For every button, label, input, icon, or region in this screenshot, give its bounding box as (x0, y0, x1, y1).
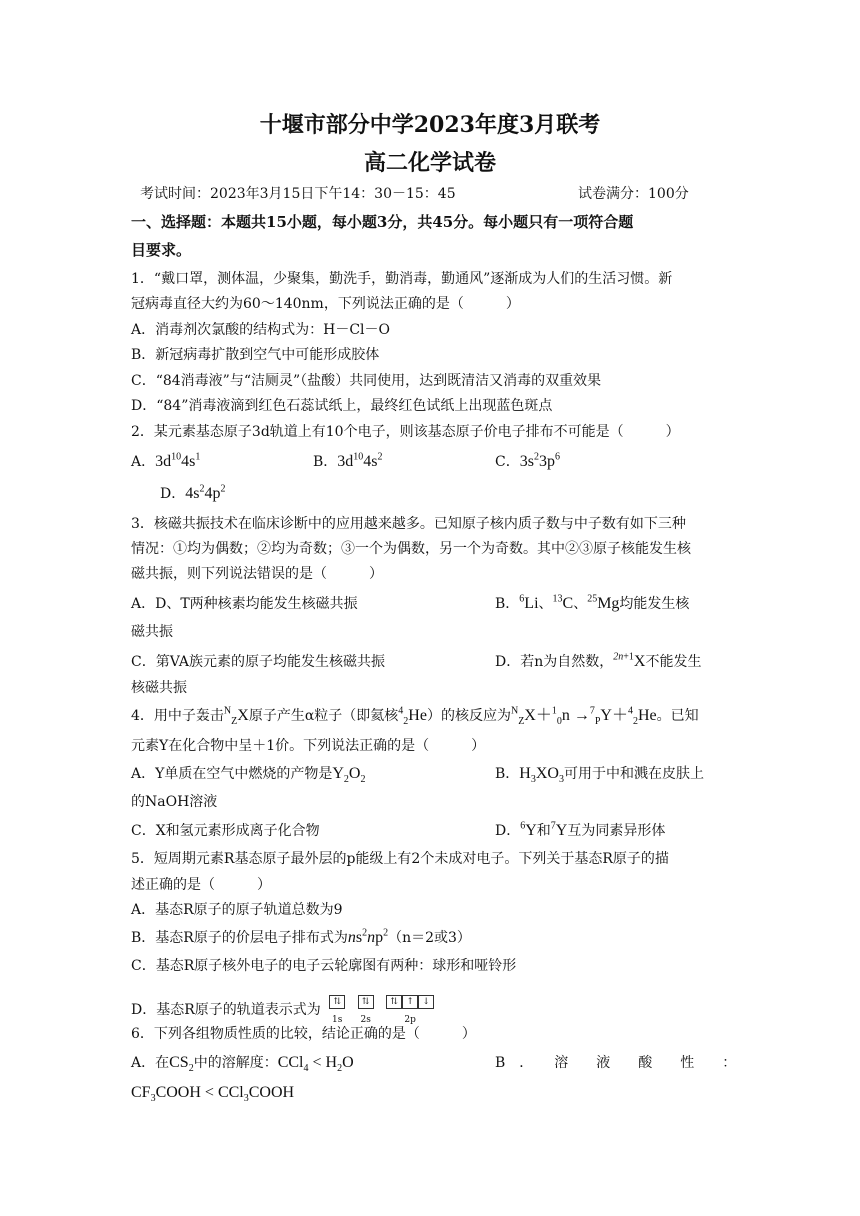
section-heading: 一、选择题：本题共15小题，每小题3分，共45分。每小题只有一项符合题 (131, 213, 634, 231)
q1-stem: 1．“戴口罩，测体温，少聚集，勤洗手，勤消毒，勤通风”逐渐成为人们的生活习惯。新 (131, 271, 673, 287)
q4-option-b-wrap: 的NaOH溶液 (131, 794, 218, 810)
exam-title: 十堰市部分中学2023年度3月联考 (259, 112, 601, 138)
q4-option-b: B．$H_3XO_3$可用于中和溅在皮肤上 (495, 765, 704, 786)
q4-option-a: A．Y单质在空气中燃烧的产物是$Y_2O_2$ (131, 765, 366, 786)
q2-stem: 2．某元素基态原子3d轨道上有10个电子，则该基态原子价电子排布不可能是（ ） (131, 424, 680, 440)
q6-option-a: A．在$CS_2$中的溶解度：$CCl_4 < H_2O$ (131, 1054, 354, 1075)
q6-option-b: B ． 溶 液 酸 性 ： (495, 1055, 737, 1071)
q5-stem-cont: 述正确的是（ ） (131, 877, 271, 893)
q6-stem: 6．下列各组物质性质的比较，结论正确的是（ ） (131, 1026, 476, 1042)
q3-option-d-wrap: 核磁共振 (131, 680, 187, 696)
exam-time: 考试时间：2023年3月15日下午14：30－15：45 (140, 186, 456, 202)
q3-option-b-wrap: 磁共振 (131, 624, 173, 640)
q3-option-c: C．第VA族元素的原子均能发生核磁共振 (131, 654, 385, 670)
full-score: 试卷满分：100分 (578, 186, 689, 202)
exam-subtitle: 高二化学试卷 (363, 150, 496, 176)
q4-stem-cont: 元素Y在化合物中呈＋1价。下列说法正确的是（ ） (131, 738, 486, 754)
q4-option-c: C．X和氢元素形成离子化合物 (131, 823, 320, 839)
q1-option-b: B．新冠病毒扩散到空气中可能形成胶体 (131, 347, 380, 363)
q2-option-c: C．$3s^23p^6$ (495, 451, 560, 470)
q3-stem-cont: 情况：①均为偶数；②均为奇数；③一个为偶数，另一个为奇数。其中②③原子核能发生核 (131, 541, 691, 557)
q3-stem-cont2: 磁共振，则下列说法错误的是（ ） (131, 566, 383, 582)
orbital-diagram: ⇅ 1s ⇅ 2s ⇅ ↑ ↓ 2p (329, 990, 442, 1030)
q1-option-a: A．消毒剂次氯酸的结构式为：H－Cl－O (131, 322, 390, 338)
section-heading-cont: 目要求。 (131, 241, 192, 259)
q6-option-b-formula: $CF_3COOH$ < CCl$_3$COOH (131, 1084, 295, 1105)
q1-option-d: D．“84”消毒液滴到红色石蕊试纸上，最终红色试纸上出现蓝色斑点 (131, 398, 553, 414)
q1-option-c: C．“84消毒液”与“洁厕灵”（盐酸）共同使用，达到既清洁又消毒的双重效果 (131, 373, 602, 389)
q1-stem-cont: 冠病毒直径大约为60～140nm，下列说法正确的是（ ） (131, 296, 520, 312)
q3-option-a: A．D、T两种核素均能发生核磁共振 (131, 596, 358, 612)
q5-stem: 5．短周期元素R基态原子最外层的p能级上有2个未成对电子。下列关于基态R原子的描 (131, 851, 669, 867)
q3-option-b: B．$^6$Li、$^{13}$C、$^{25}$Mg均能发生核 (495, 593, 690, 612)
q3-option-d: D．若n为自然数，$^{2n+1}$X不能发生 (495, 651, 702, 670)
q5-option-a: A．基态R原子的原子轨道总数为9 (131, 902, 343, 918)
q4-stem: 4．用中子轰击$^N_Z$X原子产生α粒子（即氦核$^4_2$He）的核反应为$^N_Z$X＋$^1_0$n →$^7_P$Y＋$^4_2$He。已知 (131, 705, 699, 728)
q5-option-d: D．基态R原子的轨道表示式为 ⇅ 1s ⇅ 2s ⇅ ↑ ↓ 2p (131, 990, 442, 1030)
q5-option-b: B．基态R原子的价层电子排布式为$ns^2np^2(n=2$或3） (131, 927, 471, 946)
q4-option-d: D．$^6$Y和$^7$Y互为同素异形体 (495, 820, 666, 839)
q2-option-b: B．$3d^{10}4s^2$ (313, 451, 383, 470)
q5-option-c: C．基态R原子核外电子的电子云轮廓图有两种：球形和哑铃形 (131, 958, 517, 974)
q2-option-a: A．$3d^{10}4s^1$ (131, 451, 201, 470)
q3-stem: 3．核磁共振技术在临床诊断中的应用越来越多。已知原子核内质子数与中子数有如下三种 (131, 516, 686, 532)
q2-option-d: D．$4s^24p^2$ (160, 483, 226, 502)
